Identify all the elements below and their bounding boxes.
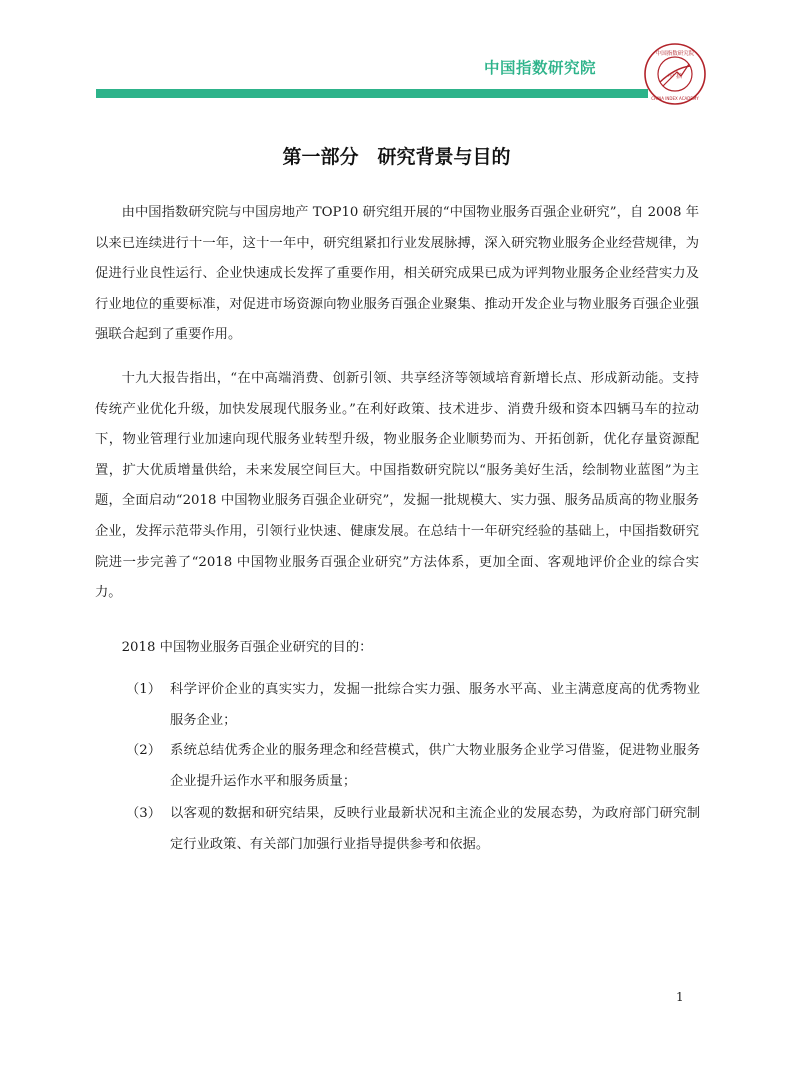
header-divider-bar	[96, 89, 648, 98]
svg-text:中国指数研究院: 中国指数研究院	[655, 51, 695, 57]
logo-seal-icon	[643, 42, 707, 106]
paragraph-policy: 十九大报告指出，“在中高端消费、创新引领、共享经济等领域培育新增长点、形成新动能。支持传统产业优化升级，加快发展现代服务业。”在利好政策、技术进步、消费升级和资本四辆马车的拉动下，物业管理行业加速向现代服务业转型升级，物业服务企业顺势而为、开拓创新，优化存量资源配置，扩大优质增量供给，未来发展空间巨大。中国指数研究院以“服务美好生活，绘制物业蓝图”为主题，全面启动“2018 中国物业服务百强企业研究”，发掘一批规模大、实力强、服务品质高的物业服务企业，发挥示范带头作用，引领行业快速、健康发展。在总结十一年研究经验的基础上，中国指数研究院进一步完善了“2018 中国物业服务百强企业研究”方法体系，更加全面、客观地评价企业的综合实力。	[95, 371, 699, 601]
china-index-academy-logo	[643, 42, 707, 106]
svg-text:CHINA INDEX ACADEMY: CHINA INDEX ACADEMY	[651, 96, 699, 101]
purpose-text: 科学评价企业的真实实力，发掘一批综合实力强、服务水平高、业主满意度高的优秀物业服务企业；	[170, 682, 700, 728]
section-title: 第一部分 研究背景与目的	[282, 146, 511, 168]
purpose-text: 以客观的数据和研究结果，反映行业最新状况和主流企业的发展态势，为政府部门研究制定行业政策、有关部门加强行业指导提供参考和依据。	[170, 806, 700, 852]
logo-center-text	[643, 106, 644, 107]
purpose-number: （1）	[126, 682, 162, 697]
logo-text-bottom	[643, 106, 644, 107]
paragraph-background: 由中国指数研究院与中国房地产 TOP10 研究组开展的“中国物业服务百强企业研究”，自 2008 年以来已连续进行十一年，这十一年中，研究组紧扣行业发展脉搏，深入研究物业服务企业经营规律，为促进行业良性运行、企业快速成长发挥了重要作用，相关研究成果已成为评判物业服务企业经营实力及行业地位的重要标准，对促进市场资源向物业服务百强企业聚集、推动开发企业与物业服务百强企业强强联合起到了重要作用。	[95, 205, 699, 343]
page-number: 1	[676, 990, 684, 1004]
header-org-name: 中国指数研究院	[484, 59, 597, 77]
purpose-number: （3）	[126, 806, 162, 821]
logo-text-top	[643, 106, 644, 107]
paragraph-purpose-intro: 2018 中国物业服务百强企业研究的目的：	[121, 640, 373, 655]
purpose-text: 系统总结优秀企业的服务理念和经营模式，供广大物业服务企业学习借鉴，促进物业服务企业提升运作水平和服务质量；	[170, 743, 700, 789]
svg-text:中 指: 中 指	[668, 73, 682, 80]
purpose-number: （2）	[126, 743, 162, 758]
